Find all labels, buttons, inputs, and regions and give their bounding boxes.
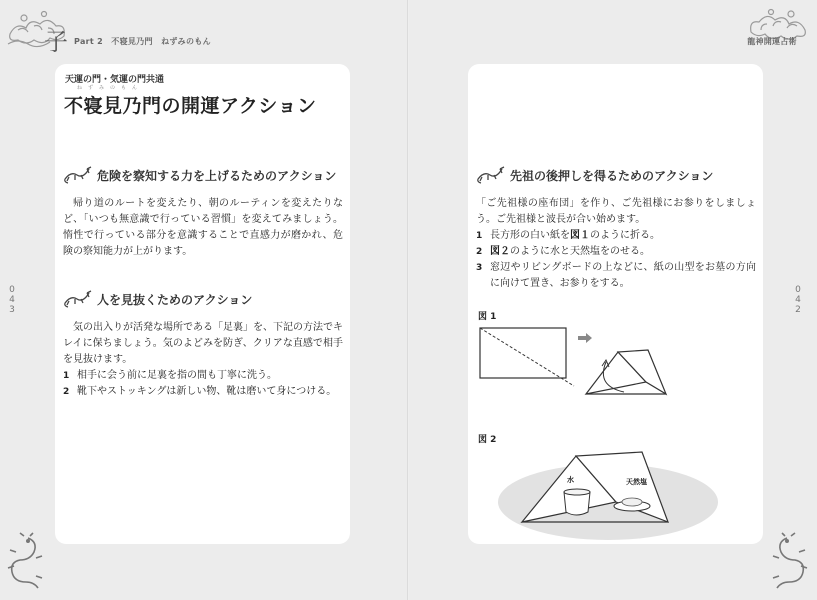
page-number: 0 4 3	[9, 285, 15, 315]
step-text: 図２のように水と天然塩をのせる。	[490, 246, 650, 257]
dragon-icon	[63, 289, 93, 309]
dragon-ornament-icon	[769, 532, 809, 592]
figure-1-folding-diagram	[478, 322, 698, 412]
water-label: 水	[567, 476, 574, 484]
paragraph: 「ご先祖様の座布団」を作り、ご先祖様にお参りをしましょう。ご先祖様と波長が合い始めます。	[476, 198, 756, 225]
section-body	[63, 196, 343, 260]
step-item	[476, 260, 756, 292]
left-page	[0, 0, 408, 600]
step-text: 窓辺やリビングボードの上などに、紙の山型をお墓の方向に向けて置き、お参りをする。	[490, 262, 756, 289]
step-number: 3	[476, 263, 483, 273]
step-number: 2	[63, 387, 70, 397]
section-heading	[63, 288, 343, 310]
step-item	[63, 384, 343, 400]
page-title: 不寝見乃門の開運アクション	[64, 95, 317, 117]
section-heading-text: 先祖の後押しを得るためのアクション	[510, 168, 714, 183]
page-number: 0 4 2	[795, 285, 801, 315]
right-page	[409, 0, 817, 600]
title-ruby: ねずみのもん	[77, 85, 144, 91]
section-body	[63, 320, 343, 400]
figure-2-label: 図 2	[478, 435, 497, 445]
step-number: 2	[476, 247, 483, 257]
section-heading-text: 危険を察知する力を上げるためのアクション	[97, 168, 337, 183]
salt-label: 天然塩	[626, 478, 647, 486]
step-text: 長方形の白い紙を図１のように折る。	[490, 230, 660, 241]
section-heading-text: 人を見抜くためのアクション	[97, 292, 253, 307]
step-item	[476, 228, 756, 244]
section-judge-people	[63, 288, 343, 400]
figure-2-offering-diagram	[482, 442, 722, 542]
dragon-icon	[63, 165, 93, 185]
kicker: 天運の門・気運の門共通	[65, 75, 165, 85]
content-card	[468, 64, 763, 544]
step-text: 靴下やストッキングは新しい物、靴は磨いて身につける。	[77, 386, 337, 397]
section-body	[476, 196, 756, 292]
section-heading	[63, 164, 343, 186]
paragraph: 気の出入りが活発な場所である「足裏」を、下記の方法でキレイに保ちましょう。気のよどみを防ぎ、クリアな直感で相手を見抜けます。	[63, 322, 343, 365]
running-head: Part 2 不寝見乃門 ねずみのもん	[74, 37, 211, 46]
content-card	[55, 64, 350, 544]
dragon-ornament-icon	[6, 532, 46, 592]
dragon-icon	[476, 165, 506, 185]
step-text: 相手に会う前に足裏を指の間も丁寧に洗う。	[77, 370, 277, 381]
step-number: 1	[63, 371, 70, 381]
section-danger-sense	[63, 164, 343, 260]
step-item	[63, 368, 343, 384]
running-head: 龍神開運占術	[747, 37, 797, 46]
section-heading	[476, 164, 756, 186]
zodiac-glyph: 子	[44, 28, 68, 56]
section-ancestor-support	[476, 164, 756, 292]
step-item	[476, 244, 756, 260]
arrow-right-icon	[578, 333, 592, 343]
figure-1-label: 図 1	[478, 312, 497, 322]
paragraph: 帰り道のルートを変えたり、朝のルーティンを変えたりなど、「いつも無意識で行っている習慣」を変えてみましょう。惰性で行っている部分を意識することで直感力が磨かれ、危険の察知能力が上がります。	[63, 198, 343, 257]
step-number: 1	[476, 231, 483, 241]
